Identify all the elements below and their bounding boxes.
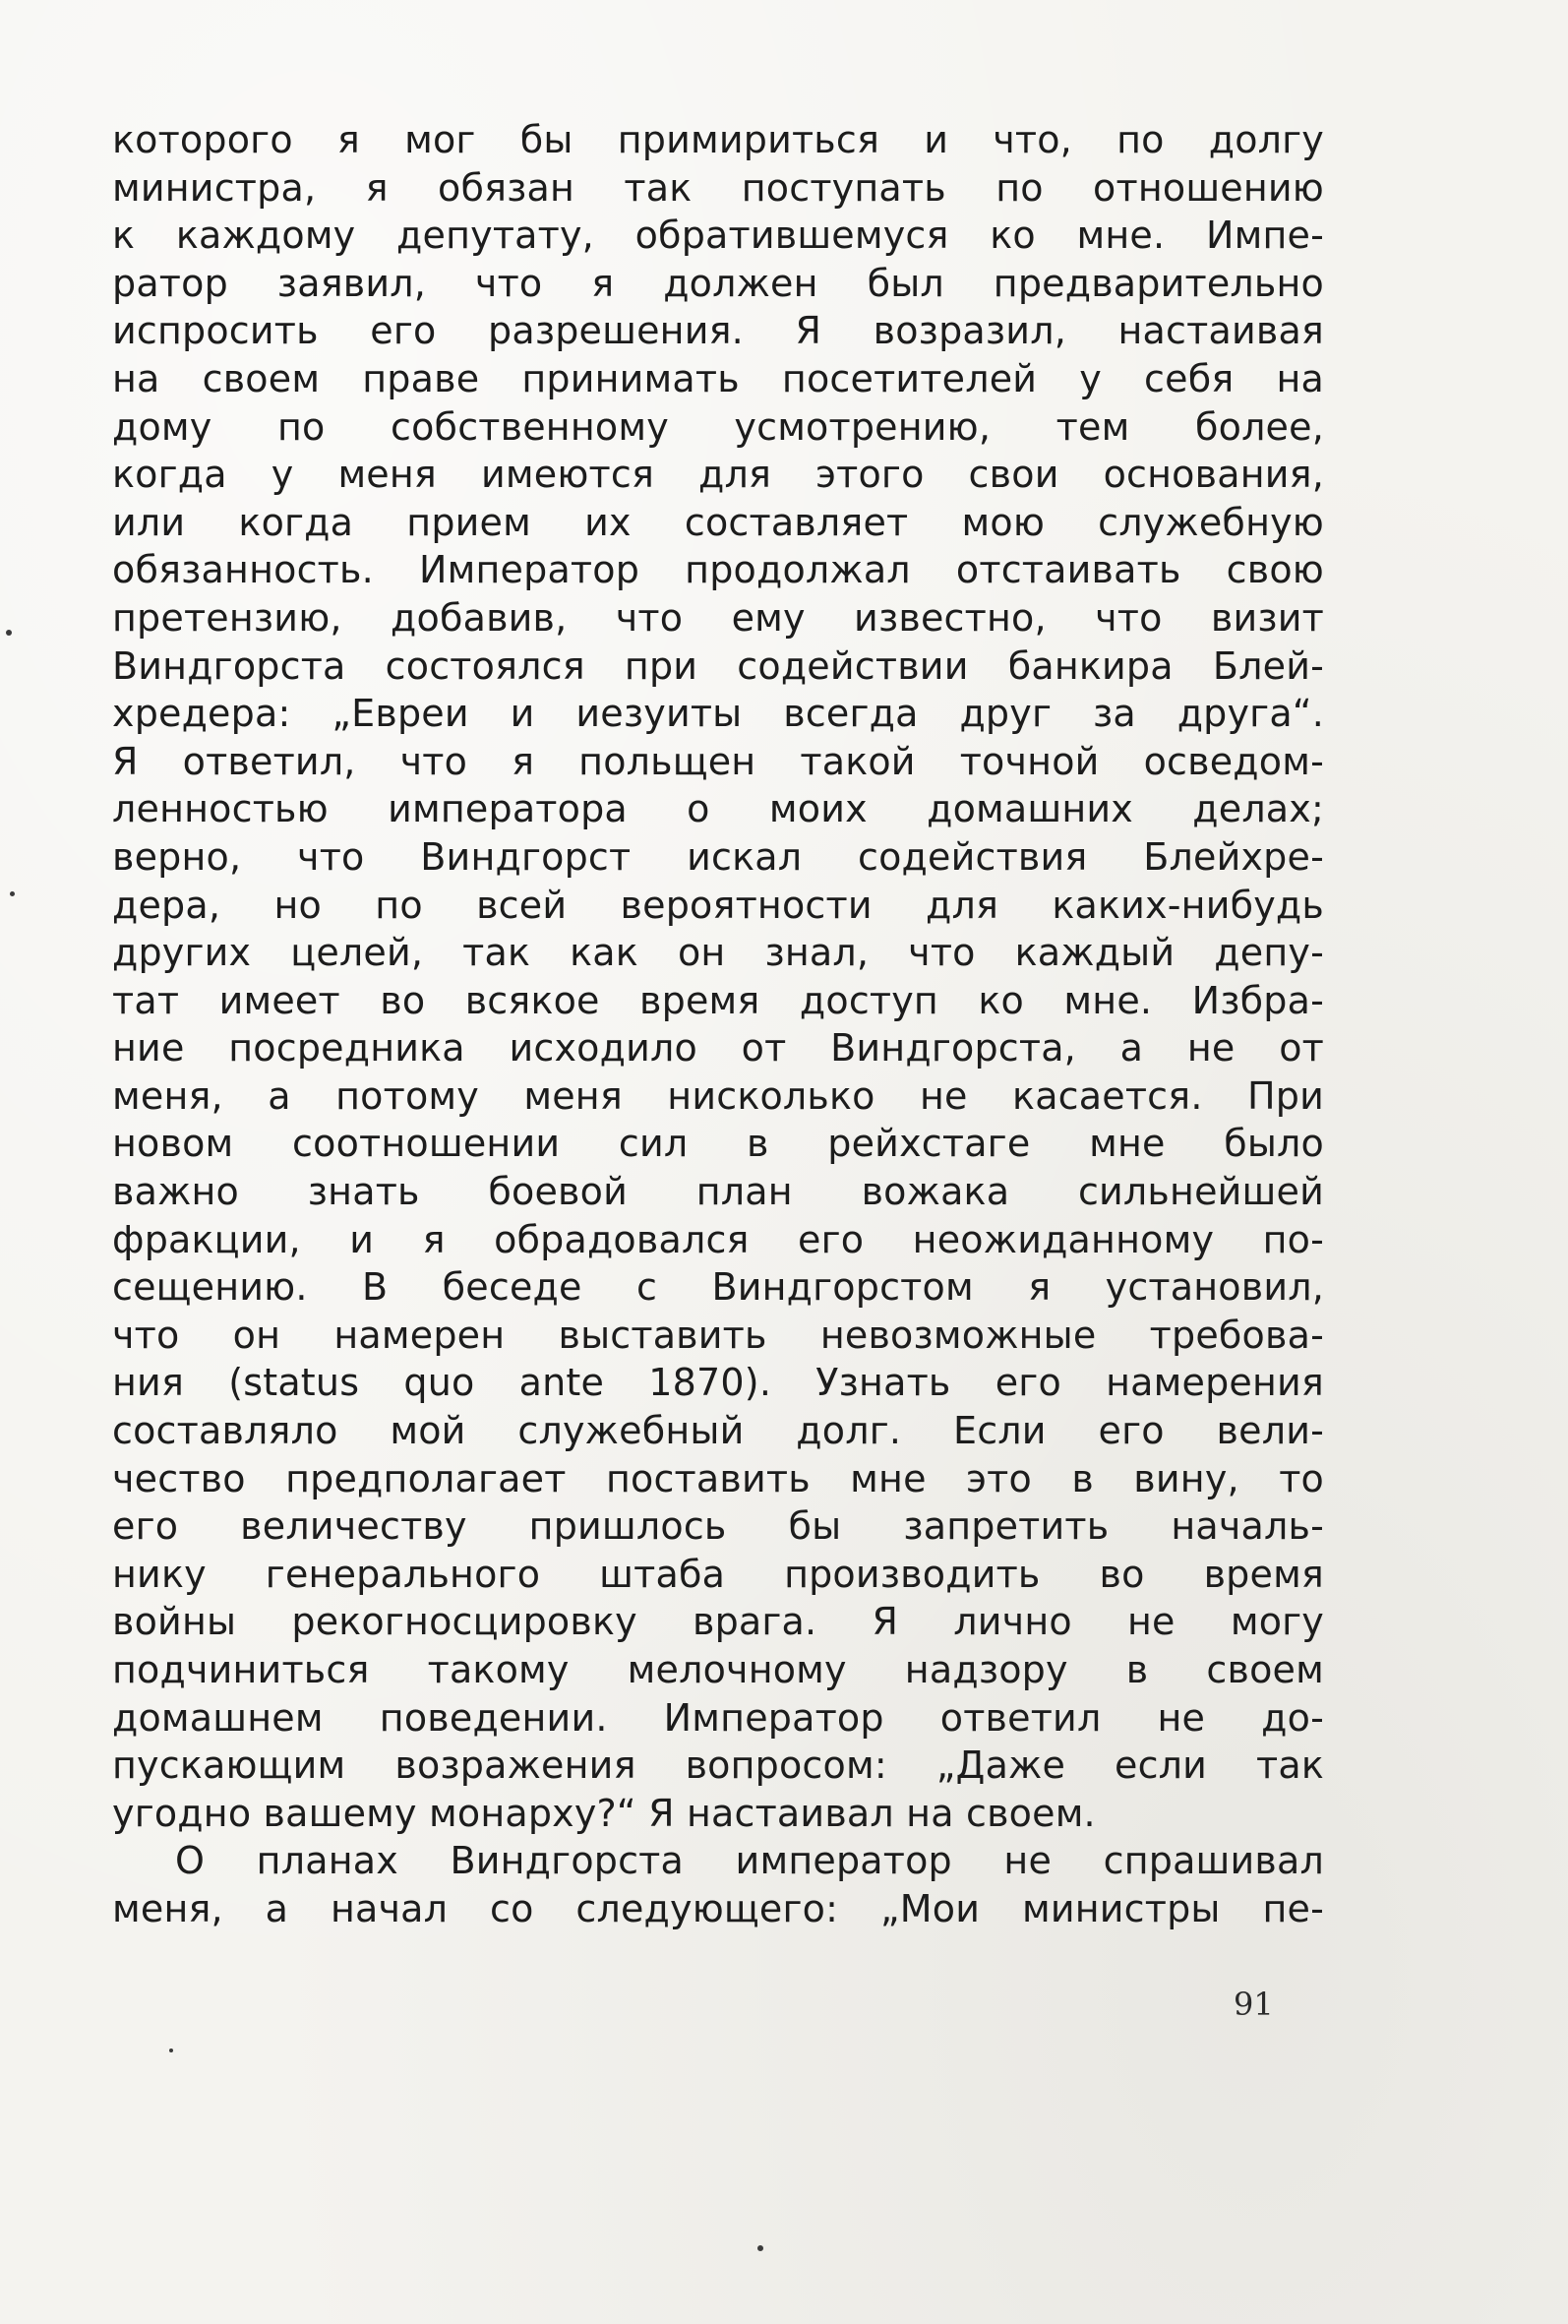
text-line: важно знать боевой план вожака сильнейшей bbox=[112, 1170, 1324, 1214]
text-line: ленностью императора о моих домашних делах; bbox=[112, 787, 1324, 831]
text-line: подчиниться такому мелочному надзору в своем bbox=[112, 1648, 1324, 1691]
text-line: других целей, так как он знал, что каждый депу- bbox=[112, 931, 1324, 975]
text-line: фракции, и я обрадовался его неожиданному по- bbox=[112, 1217, 1324, 1261]
paper-speck bbox=[757, 2245, 763, 2251]
text-line: составляло мой служебный долг. Если его вели- bbox=[112, 1409, 1324, 1453]
text-line: или когда прием их составляет мою служебную bbox=[112, 500, 1324, 544]
text-line: которого я мог бы примириться и что, по долгу bbox=[112, 118, 1324, 161]
text-line: Виндгорста состоялся при содействии банкира Блей- bbox=[112, 643, 1324, 688]
text-line: войны рекогносцировку врага. Я лично не могу bbox=[112, 1600, 1324, 1644]
text-line: претензию, добавив, что ему известно, что визит bbox=[112, 595, 1324, 640]
paper-speck bbox=[169, 2049, 173, 2052]
text-line: обязанность. Император продолжал отстаивать свою bbox=[112, 548, 1324, 592]
text-line: дера, но по всей вероятности для каких-нибудь bbox=[112, 883, 1324, 927]
paragraph-2 bbox=[112, 1837, 1324, 1932]
text-line: когда у меня имеются для этого свои основания, bbox=[112, 453, 1324, 497]
text-line: меня, а потому меня нисколько не касается. При bbox=[112, 1073, 1324, 1118]
text-line: верно, что Виндгорст искал содействия Блейхре- bbox=[112, 834, 1324, 879]
text-line: дому по собственному усмотрению, тем более, bbox=[112, 404, 1324, 449]
text-line: тат имеет во всякое время доступ ко мне. Избра- bbox=[112, 978, 1324, 1022]
paper-speck bbox=[6, 630, 12, 636]
text-line: что он намерен выставить невозможные требова- bbox=[112, 1313, 1324, 1357]
text-line: к каждому депутату, обратившемуся ко мне. Импе- bbox=[112, 214, 1324, 258]
text-line: чество предполагает поставить мне это в вину, то bbox=[112, 1456, 1324, 1500]
text-line: на своем праве принимать посетителей у себя на bbox=[112, 356, 1324, 400]
text-line: О планах Виндгорста император не спрашивал bbox=[175, 1839, 1324, 1883]
paper-speck bbox=[10, 891, 15, 896]
text-line: ние посредника исходило от Виндгорста, а не от bbox=[112, 1026, 1324, 1070]
text-line: его величеству пришлось бы запретить началь- bbox=[112, 1504, 1324, 1549]
text-line: нику генерального штаба производить во время bbox=[112, 1552, 1324, 1596]
text-line: хредера: „Евреи и иезуиты всегда друг за друга“. bbox=[112, 692, 1324, 736]
text-line: пускающим возражения вопросом: „Даже если так bbox=[112, 1743, 1324, 1788]
text-line: Я ответил, что я польщен такой точной осведом- bbox=[112, 739, 1324, 783]
paragraph-1 bbox=[112, 116, 1324, 1837]
text-line: сещению. В беседе с Виндгорстом я установил, bbox=[112, 1265, 1324, 1310]
text-line: испросить его разрешения. Я возразил, настаивая bbox=[112, 309, 1324, 353]
text-line: ратор заявил, что я должен был предварительно bbox=[112, 261, 1324, 305]
page-number: 91 bbox=[1234, 1986, 1274, 2023]
text-line: угодно вашему монарху?“ Я настаивал на своем. bbox=[112, 1791, 1096, 1835]
text-line: домашнем поведении. Император ответил не до- bbox=[112, 1695, 1324, 1740]
text-line: министра, я обязан так поступать по отношению bbox=[112, 165, 1324, 210]
text-line: меня, а начал со следующего: „Мои министры пе- bbox=[112, 1886, 1324, 1930]
text-line: ния (status quo ante 1870). Узнать его намерения bbox=[112, 1361, 1324, 1405]
text-line: новом соотношении сил в рейхстаге мне было bbox=[112, 1122, 1324, 1166]
body-text bbox=[112, 116, 1324, 1933]
